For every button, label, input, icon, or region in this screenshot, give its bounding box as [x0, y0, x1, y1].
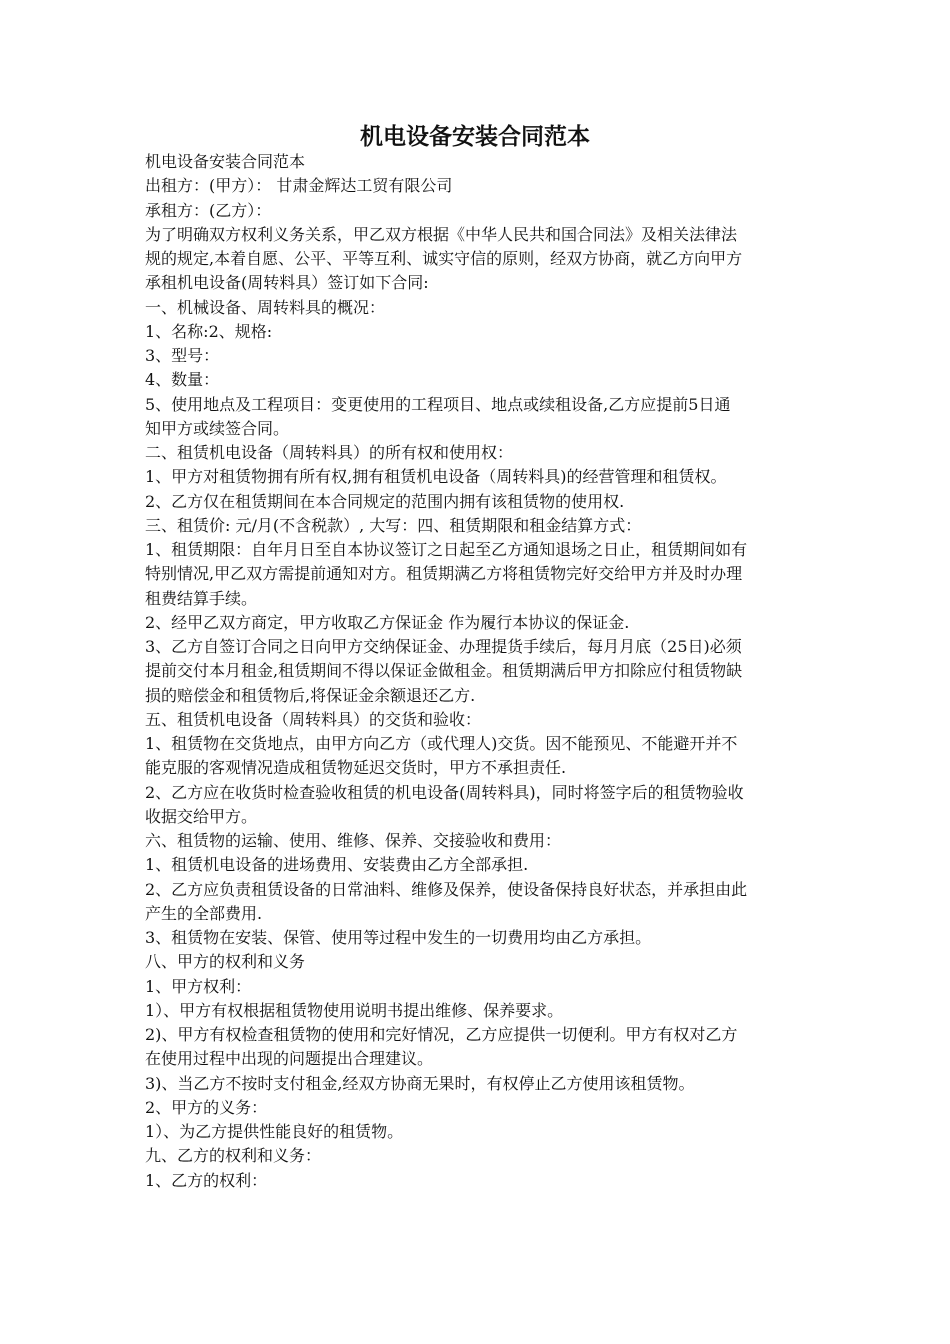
- text-line: 知甲方或续签合同。: [145, 418, 290, 438]
- text-line: 2、经甲乙双方商定，甲方收取乙方保证金 作为履行本协议的保证金.: [145, 612, 630, 632]
- text-line: 机电设备安装合同范本: [145, 152, 306, 171]
- text-line: 三、租赁价: 元/月(不含税款）, 大写：四、租赁期限和租金结算方式：: [145, 515, 642, 535]
- text-line: 2、甲方的义务：: [145, 1097, 268, 1117]
- text-line: 1、租赁物在交货地点，由甲方向乙方（或代理人)交货。因不能预见、不能避开并不: [145, 734, 738, 753]
- text-line: 1、租赁机电设备的进场费用、安装费由乙方全部承担.: [145, 855, 529, 875]
- text-line: 1、租赁期限：自年月日至自本协议签订之日起至乙方通知退场之日止，租赁期间如有: [145, 540, 748, 559]
- text-line: 2)、甲方有权检查租赁物的使用和完好情况，乙方应提供一切便利。甲方有权对乙方: [145, 1025, 738, 1044]
- text-line: 3、型号：: [145, 346, 220, 365]
- text-line: 损的赔偿金和租赁物后,将保证金余额退还乙方.: [145, 685, 476, 705]
- text-line: 3、乙方自签订合同之日向甲方交纳保证金、办理提货手续后，每月月底（25日)必须: [145, 637, 742, 656]
- text-line: 为了明确双方权利义务关系，甲乙双方根据《中华人民共和国合同法》及相关法律法: [145, 224, 738, 244]
- text-line: 1）、为乙方提供性能良好的租赁物。: [145, 1122, 404, 1141]
- text-line: 承租机电设备(周转料具）签订如下合同:: [145, 273, 429, 293]
- text-line: 八、甲方的权利和义务: [145, 952, 306, 972]
- text-line: 提前交付本月租金,租赁期间不得以保证金做租金。租赁期满后甲方扣除应付租赁物缺: [145, 661, 743, 681]
- text-line: 出租方：(甲方）： 甘肃金辉达工贸有限公司: [145, 176, 453, 196]
- text-line: 1、乙方的权利：: [145, 1170, 268, 1190]
- text-line: 1、名称:2、规格:: [145, 321, 273, 341]
- document-body: [145, 150, 807, 1193]
- text-line: 九、乙方的权利和义务：: [145, 1146, 322, 1166]
- text-line: 五、租赁机电设备（周转料具）的交货和验收：: [145, 709, 482, 729]
- text-line: 3)、当乙方不按时支付租金,经双方协商无果时，有权停止乙方使用该租赁物。: [145, 1073, 695, 1093]
- text-line: 2、乙方应负责租赁设备的日常油料、维修及保养，使设备保持良好状态，并承担由此: [145, 879, 748, 899]
- text-line: 5、使用地点及工程项目：变更使用的工程项目、地点或续租设备,乙方应提前5日通: [145, 394, 731, 414]
- text-line: 租费结算手续。: [145, 588, 258, 608]
- text-line: 一、机械设备、周转料具的概况：: [145, 297, 386, 317]
- text-line: 2、乙方应在收货时检查验收租赁的机电设备(周转料具)，同时将签字后的租赁物验收: [145, 782, 744, 802]
- text-line: 产生的全部费用.: [145, 903, 263, 923]
- text-line: 二、租赁机电设备（周转料具）的所有权和使用权：: [145, 443, 514, 462]
- text-line: 能克服的客观情况造成租赁物延迟交货时，甲方不承担责任.: [145, 758, 567, 778]
- text-line: 特别情况,甲乙双方需提前通知对方。租赁期满乙方将租赁物完好交给甲方并及时办理: [145, 564, 743, 584]
- text-line: 3、租赁物在安装、保管、使用等过程中发生的一切费用均由乙方承担。: [145, 928, 652, 947]
- text-line: 2、乙方仅在租赁期间在本合同规定的范围内拥有该租赁物的使用权.: [145, 491, 625, 511]
- text-line: 在使用过程中出现的问题提出合理建议。: [145, 1049, 434, 1069]
- text-line: 承租方：(乙方）：: [145, 200, 272, 220]
- text-line: 1、甲方对租赁物拥有所有权,拥有租赁机电设备（周转料具)的经营管理和租赁权。: [145, 467, 727, 487]
- text-line: 1、甲方权利：: [145, 976, 252, 996]
- document-title: 机电设备安装合同范本: [360, 123, 590, 150]
- text-line: 规的规定,本着自愿、公平、平等互利、诚实守信的原则，经双方协商，就乙方向甲方: [145, 249, 743, 268]
- text-line: 六、租赁物的运输、使用、维修、保养、交接验收和费用：: [145, 831, 562, 850]
- text-line: 4、数量：: [145, 370, 220, 390]
- text-line: 收据交给甲方。: [145, 806, 258, 826]
- text-line: 1）、甲方有权根据租赁物使用说明书提出维修、保养要求。: [145, 1000, 564, 1020]
